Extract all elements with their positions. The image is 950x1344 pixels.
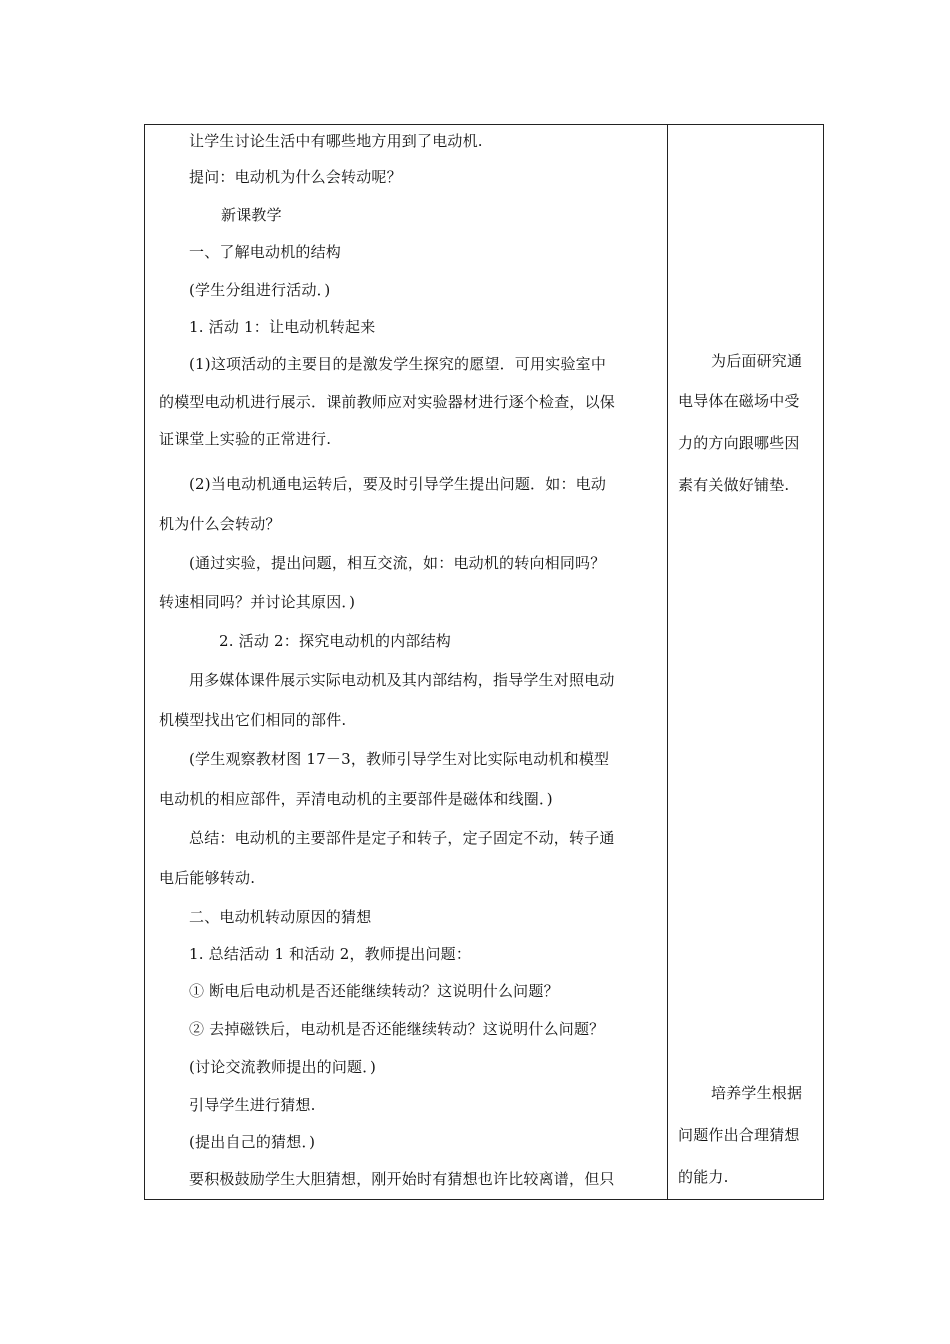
main-line: 电后能够转动. (159, 869, 256, 887)
main-line: 总结：电动机的主要部件是定子和转子，定子固定不动，转子通 (189, 829, 615, 847)
main-line: (学生分组进行活动．) (189, 281, 331, 299)
main-line: 的模型电动机进行展示．课前教师应对实验器材进行逐个检查，以保 (159, 393, 616, 411)
main-line: (2)当电动机通电运转后，要及时引导学生提出问题．如：电动 (189, 475, 607, 493)
activity-heading: 2. 活动 2：探究电动机的内部结构 (219, 632, 451, 650)
main-line: (学生观察教材图 17－3，教师引导学生对比实际电动机和模型 (189, 750, 610, 768)
main-line: (提出自己的猜想．) (189, 1133, 316, 1151)
side-note-line: 为后面研究通 (711, 352, 803, 370)
question-item: ① 断电后电动机是否还能继续转动？这说明什么问题？ (189, 982, 559, 1000)
main-line: 引导学生进行猜想. (189, 1096, 316, 1114)
main-line: (1)这项活动的主要目的是激发学生探究的愿望．可用实验室中 (189, 355, 607, 373)
column-divider (667, 125, 668, 1199)
side-note-line: 素有关做好铺垫. (678, 476, 790, 494)
main-line: (讨论交流教师提出的问题．) (189, 1058, 377, 1076)
side-note-line: 力的方向跟哪些因 (678, 434, 800, 452)
lesson-table (144, 124, 824, 1200)
section-heading: 一、了解电动机的结构 (189, 243, 342, 261)
question-item: ② 去掉磁铁后，电动机是否还能继续转动？这说明什么问题？ (189, 1020, 605, 1038)
section-heading: 二、电动机转动原因的猜想 (189, 908, 372, 926)
side-note-line: 培养学生根据 (711, 1084, 803, 1102)
side-note-line: 的能力. (678, 1168, 729, 1186)
main-line: 证课堂上实验的正常进行. (159, 430, 332, 448)
main-line: 用多媒体课件展示实际电动机及其内部结构，指导学生对照电动 (189, 671, 615, 689)
main-line: 提问：电动机为什么会转动呢？ (189, 168, 402, 186)
main-line: 机为什么会转动？ (159, 515, 281, 533)
main-line: 电动机的相应部件，弄清电动机的主要部件是磁体和线圈．) (159, 790, 553, 808)
main-line: 让学生讨论生活中有哪些地方用到了电动机. (189, 132, 483, 150)
main-line: (通过实验，提出问题，相互交流，如：电动机的转向相同吗？ (189, 554, 606, 572)
main-line: 转速相同吗？并讨论其原因．) (159, 593, 356, 611)
section-heading: 新课教学 (221, 206, 282, 224)
side-note-line: 问题作出合理猜想 (678, 1126, 800, 1144)
side-note-line: 电导体在磁场中受 (678, 392, 800, 410)
activity-heading: 1. 总结活动 1 和活动 2，教师提出问题： (189, 945, 472, 963)
activity-heading: 1. 活动 1：让电动机转起来 (189, 318, 376, 336)
main-line: 要积极鼓励学生大胆猜想，刚开始时有猜想也许比较离谱，但只 (189, 1170, 615, 1188)
main-line: 机模型找出它们相同的部件. (159, 711, 347, 729)
